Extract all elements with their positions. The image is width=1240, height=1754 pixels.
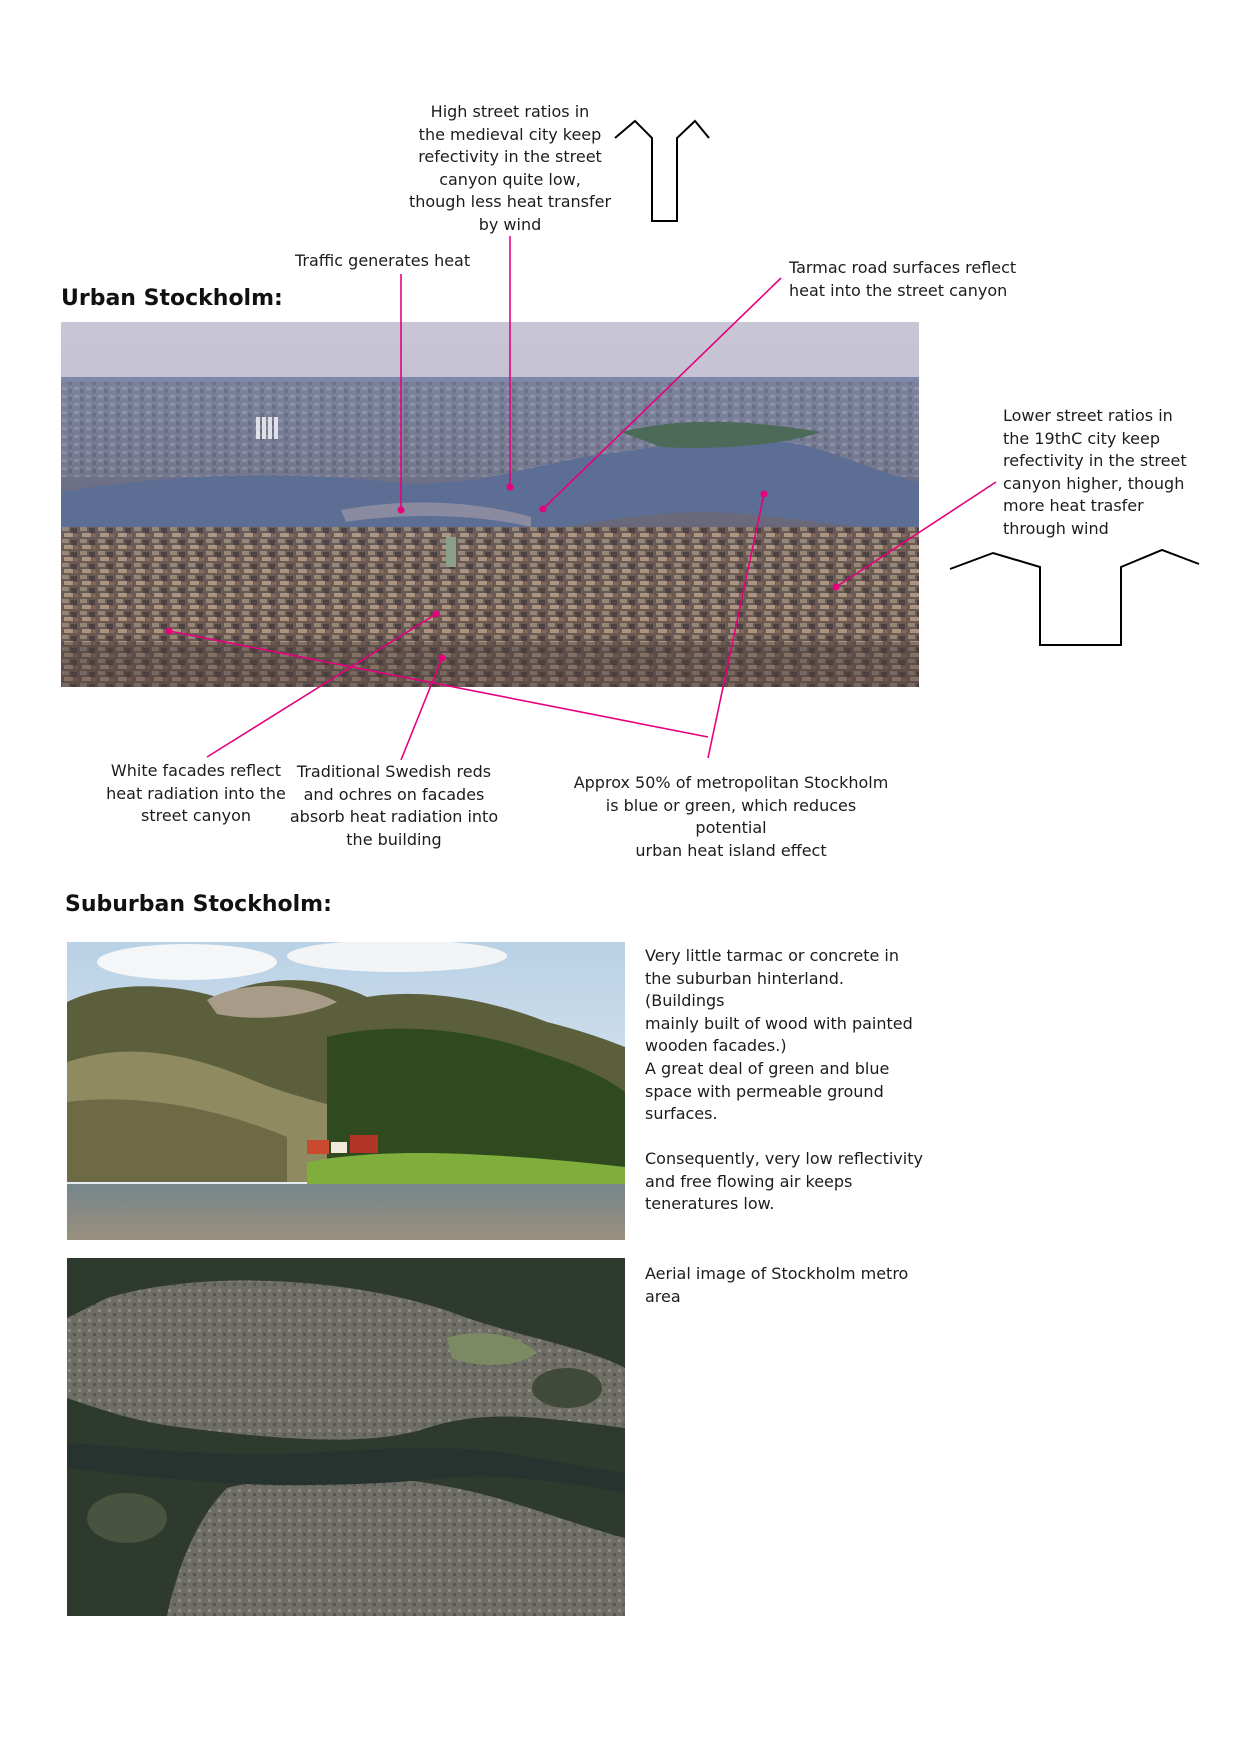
stockholm-metro-aerial-image — [67, 1258, 625, 1616]
nineteenth-century-street-ratio-note: Lower street ratios in the 19thC city keep refectivity in the street canyon higher, though more heat trasfer through wind — [1003, 406, 1187, 538]
aerial-image-caption: Aerial image of Stockholm metro area — [645, 1264, 909, 1306]
suburban-paragraph-1: Very little tarmac or concrete in the suburban hinterland. (Buildings mainly built of wood with painted wooden facades.) — [645, 946, 913, 1055]
white-facades-note: White facades reflect heat radiation into the street canyon — [106, 761, 286, 825]
urban-stockholm-heading: Urban Stockholm: — [61, 286, 283, 311]
nineteenth-century-street-profile-diagram — [948, 545, 1202, 651]
tarmac-surfaces-note: Tarmac road surfaces reflect heat into the street canyon — [789, 258, 1017, 300]
medieval-street-profile-diagram — [612, 118, 712, 224]
traffic-heat-note: Traffic generates heat — [295, 251, 471, 270]
swedish-reds-ochres-note: Traditional Swedish reds and ochres on facades absorb heat radiation into the building — [289, 762, 499, 849]
urban-stockholm-aerial-photo — [61, 322, 919, 687]
suburban-paragraph-2: A great deal of green and blue space with permeable ground surfaces. — [645, 1059, 890, 1123]
suburban-landscape-photo — [67, 942, 625, 1240]
suburban-paragraph-3: Consequently, very low reflectivity and free flowing air keeps teneratures low. — [645, 1149, 923, 1213]
medieval-street-ratio-note: High street ratios in the medieval city keep refectivity in the street canyon quite low, though less heat transfer by wind — [408, 102, 612, 234]
blue-green-space-note: Approx 50% of metropolitan Stockholm is blue or green, which reduces potential urban heat island effect — [573, 773, 889, 860]
suburban-stockholm-heading: Suburban Stockholm: — [65, 892, 332, 917]
